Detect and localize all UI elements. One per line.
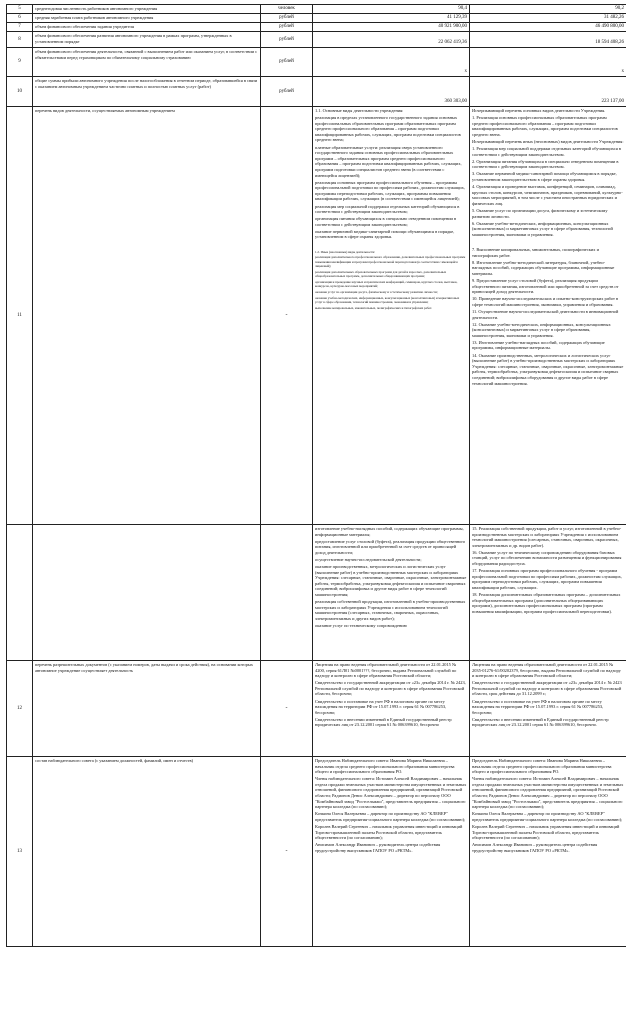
- row-label: объем финансового обеспечения развития автономного учреждения в рамках программ, утвержденных в установленном порядке: [33, 32, 261, 48]
- activity-line: изготовление учебно-наглядных пособий, содержащих обучающие программы, информационные материалы;: [315, 526, 464, 537]
- activity-line: 11. Осуществление научно-исследовательской деятельности в инновационной деятельности.: [472, 308, 619, 320]
- activity-line: 10. Проведение научно-исследовательских и опытно-конструкторских работ в сфере технологий машиностроения, экономики, управления и образования.: [472, 296, 619, 307]
- row-unit: человек: [261, 5, 313, 14]
- activity-line: 4. Организация и проведение выставок, конференций, семинаров, олимпиад, круглых столов, конкурсов, чемпионатов, праздников, соревнований, культурно-массовых мероприятий, в том числе с участием иностранных юридических и физических лиц.: [472, 184, 623, 206]
- value-previous: 41 129,39: [313, 14, 470, 23]
- activities-other: [315, 250, 467, 311]
- activity-line: осуществление научно-исследовательской деятельности;: [315, 556, 422, 562]
- permit-line: Лицензия на право ведения образовательной деятельности от 22.01.2015 № 4200, серия 61Л01 №0001???, бессрочно, выдана Региональной службой по надзору и контролю в сфере образования Ростовской области;: [315, 662, 457, 679]
- value-previous: 40 921 900,00: [313, 23, 470, 32]
- row-number: 6: [7, 14, 33, 23]
- value-current: 18 594 408,26: [470, 32, 627, 48]
- board-line: Кочкина Олеся Валерьевна – директор по производству АО "КЛЕВЕР" представитель предприятия-социального партнера колледжа (по согласованию);: [315, 811, 466, 822]
- row-label: объем финансового обеспечения деятельности, связанной с выполнением работ или оказанием услуг, в соответствии с обязательствами перед страховщиком по обязательному социальному страхованию: [33, 48, 261, 77]
- activity-line: 13. Изготовление учебно-наглядных пособий, содержащих обучающие программы, информационные материалы.: [472, 339, 605, 351]
- board-line: Председатель Наблюдательного совета: Иванова Марина Николаевна – начальник отдела среднего профессионального образования министерства общего и профессионального образования РО.: [315, 758, 455, 775]
- row-number: 11: [7, 107, 33, 525]
- activity-line: предоставление услуг столовой (буфета), реализация продукции общественного питания, изготовленной или приобретенной за счет средств от приносящей доход деятельности;: [315, 538, 466, 555]
- row-label: среднегодовая численность работников автономного учреждения: [33, 5, 261, 14]
- board-line: Кочкина Олеся Валерьевна – директор по производству АО "КЛЕВЕР" представитель предприятия-социального партнера колледжа (по согласованию);: [472, 811, 623, 822]
- activity-line: 17. Реализация основных программ профессионального обучения - программ профессиональной подготовки по профессиям рабочих, должностям служащих, программ переподготовки рабочих, служащих, программ повышения квалификации рабочих, служащих.: [472, 568, 622, 590]
- board-line: Королев Валерий Сергеевич – начальник управления инвестиций и инноваций Торгово-промышленной палаты Ростовской области, представитель общественности (по согласованию);: [315, 824, 463, 841]
- permit-line: Свидетельство о государственной аккредитации от «23» декабря 2014 г. № 2423, Региональной службой по надзору и контролю в сфере образования Ростовской области, бессрочно;: [315, 680, 466, 697]
- activity-line: реализация дополнительного профессионального образования, дополнительных профессиональных программ повышения квалификации и программ профессиональной переподготовки (в соответствии с имеющейся лицензией);: [315, 255, 466, 268]
- row-unit: рублей: [261, 48, 313, 77]
- permit-line: Лицензия на право ведения образовательной деятельности от 22.01.2015 № 2035-01276-61/00202379, бессрочно, выдана Региональной службой по надзору и контролю в сфере образования Ростовской области;: [472, 662, 621, 679]
- row-number: 7: [7, 23, 33, 32]
- activity-line: 12. Оказание учебно-методических, информационных, консультационных (консалтинговых) и маркетинговых услуг в сфере образования, машиностроения, экономики и управления.: [472, 321, 611, 338]
- board-current: [470, 757, 627, 947]
- permits-current: [470, 661, 627, 757]
- activity-line: 2. Организация питания обучающихся в специально отведенном помещении в соответствии с действующим законодательством.: [472, 158, 619, 170]
- activities-previous-continued: [313, 525, 470, 661]
- table-row: [7, 525, 627, 661]
- activity-line: 1.1. Основные виды деятельности учреждения:: [315, 108, 404, 113]
- row-number: 8: [7, 32, 33, 48]
- activity-line: реализация мер социальной поддержки отдельных категорий обучающихся в соответствии с действующим законодательством;: [315, 203, 460, 215]
- activity-line: 1.2. Иные (неосновные) виды деятельности:: [315, 249, 376, 254]
- permit-line: Свидетельство о внесении изменений в Единый государственный реестр юридических лиц от 23.12.2001 серия 61 № 006399610, бессрочно: [315, 716, 452, 728]
- table-row: [7, 14, 627, 23]
- row-label: состав наблюдательного совета (с указанием должностей, фамилий, имен и отчеств): [33, 757, 261, 947]
- activity-line: реализация собственной продукции, изготовленной в учебно-производственных мастерских и лабораториях Учреждения с использованием технологий машиностроения (слесарных, станочных, сварочных, окрасочных, электромонтажных и других видов работ);: [315, 599, 466, 621]
- table-row: [7, 5, 627, 14]
- table-row: [7, 661, 627, 757]
- activity-line: оказание услуг по техническому сопровождению: [315, 623, 407, 628]
- value-current: х: [470, 48, 627, 77]
- permit-line: Свидетельство о государственной аккредитации от «23» декабря 2014 г. № 2423 Региональной службой по надзору и контролю в сфере образования Ростовской области, срок действия до 31.12.2099 г.;: [472, 680, 622, 697]
- row-label: общие суммы прибыли автономного учреждения после налогообложения в отчетном периоде, образовавшейся в связи с оказанием автономным учреждением частично платных и полностью платных услуг (работ): [33, 77, 261, 107]
- row-unit: рублей: [261, 77, 313, 107]
- row-label: перечень видов деятельности, осуществляемых автономным учреждением: [33, 107, 261, 525]
- permit-line: Свидетельство о постановке на учет РФ в налоговом органе по месту нахождения на территории РФ от 15.07.1993 г. серия 61 № 007786253, бессрочно;: [472, 698, 604, 715]
- activity-line: 1. Реализация основных профессиональных образовательных программ среднего профессионального образования – программ подготовки квалифицированных рабочих, служащих, программ подготовки специалистов среднего звена.: [472, 115, 618, 137]
- row-unit: -: [261, 661, 313, 757]
- activity-line: организация питания обучающихся в специально отведенном помещении в соответствии с действующим законодательством;: [315, 216, 457, 227]
- row-label: объем финансового обеспечения задания учредителя: [33, 23, 261, 32]
- table-row: [7, 757, 627, 947]
- value-current: 46 490 800,00: [470, 23, 627, 32]
- activity-line: реализация дополнительных образовательных программ для детей и взрослых, дополнительных общеобразовательных программ, дополнительных общеразвивающих программ;: [315, 269, 447, 279]
- activity-line: оказание услуг по организации досуга, физическому и эстетическому развитию личности;: [315, 289, 438, 294]
- value-current: 223 137,00: [470, 77, 627, 107]
- row-label: средняя заработная плата работников автономного учреждения: [33, 14, 261, 23]
- activity-line: 5. Оказание услуг по организации досуга, физическому и эстетическому развитию личности.: [472, 208, 608, 219]
- board-line: Анисимов Александр Иванович – руководитель центра содействия трудоустройству выпускников ГАПОУ РО «РКТМ».: [472, 842, 598, 853]
- activity-line: 3. Оказание первичной медико-санитарной помощи обучающимся в порядке, установленном законодательством в сфере охраны здоровья.: [472, 171, 617, 183]
- activity-line: оказание учебно-методических, информационных, консультационных (консалтинговых) и маркетинговых услуг в сфере образования, технологий машиностроения, экономики и управления;: [315, 295, 460, 305]
- report-page: [6, 4, 626, 1020]
- value-previous: 90,4: [313, 5, 470, 14]
- table-row: [7, 48, 627, 77]
- row-number: 13: [7, 757, 33, 947]
- row-number: 5: [7, 5, 33, 14]
- permit-line: Свидетельство о внесении изменений в Единый государственный реестр юридических лиц от 23.12.2001 серия 61 № 006399610, бессрочно.: [472, 716, 609, 728]
- activity-line: 18. Реализация дополнительных образовательных программ – дополнительных общеобразовательных программ (дополнительных общеразвивающих программ), дополнительных профессиональных программ (программ повышения квалификации, программ профессиональной переподготовки).: [472, 592, 621, 614]
- activity-line: реализация в пределах установленного государственного задания основных профессиональных образовательных программ образовательных программ среднего профессионального образования – программ подготовки квалифицированных рабочих, служащих, программ подготовки специалистов среднего звена;: [315, 115, 461, 143]
- activity-line: организация и проведение научных и практических конференций, семинаров, круглых столов, выставок, конкурсов, культурно-массовых мероприятий;: [315, 279, 458, 289]
- value-previous: 22 062 419,36: [313, 32, 470, 48]
- activity-line: платные образовательные услуги: реализация сверх установленного государственного задания основных профессиональных образовательных программ – образовательных программ среднего профессионального образования – программ подготовки квалифицированных рабочих, служащих, программ подготовки специалистов среднего звена (в соответствии с имеющейся лицензией);: [315, 144, 462, 178]
- value-current: 31 482,26: [470, 14, 627, 23]
- activity-line: оказание производственных, метрологических и логистических услуг (выполнение работ) в учебно-производственных мастерских и лабораториях Учреждения: слесарные, станочные, сварочные, окрасочные, электромонтажные работы, термообработка, ультразвуковая дефектоскопия и испытание сварочных соединений; виброшлифовка и другие виды работ в сфере технологий машиностроения;: [315, 564, 467, 598]
- board-line: Члены наблюдательного совета: Истомин Алексей Владимирович – начальник отдела продажи земельных участков министерства имущественных и земельных отношений, финансового оздоровления предприятий, организаций Ростовской области; Радионов Денис Александрович – директор по персоналу ООО "Комбайновый завод "Ростсельмаш", представитель предприятия – социального партнера колледжа (по согласованию);: [472, 776, 624, 810]
- board-line: Королев Валерий Сергеевич – начальник управления инвестиций и инноваций Торгово-промышленной палаты Ростовской области, представитель общественности (по согласованию);: [472, 824, 620, 841]
- activity-line: 1. Реализация мер социальной поддержки отдельных категорий обучающихся в соответствии с действующим законодательством.: [472, 146, 621, 157]
- row-unit: -: [261, 107, 313, 525]
- activity-line: Исчерпывающий перечень основных видов деятельности Учреждения.: [472, 108, 606, 113]
- value-current: 90,2: [470, 5, 627, 14]
- row-number: 12: [7, 661, 33, 757]
- row-number: 9: [7, 48, 33, 77]
- activity-line: 16. Оказание услуг по техническому сопровождению оборудования базовых станций, услуг по обеспечению возможности размещения и функционирования оборудования радиодоступа.: [472, 549, 622, 567]
- value-previous: х: [313, 48, 470, 77]
- activities-current: [470, 107, 627, 525]
- board-line: Председатель Наблюдательного совета: Иванова Марина Николаевна – начальник отдела среднего профессионального образования министерства общего и профессионального образования РО.: [472, 758, 612, 775]
- activity-line: выполнение копировальных, множительных, полиграфических и типографских работ.: [315, 305, 433, 310]
- table-row: [7, 23, 627, 32]
- row-unit: рублей: [261, 32, 313, 48]
- table-row: [7, 32, 627, 48]
- row-number: 10: [7, 77, 33, 107]
- indicators-table: [6, 4, 626, 947]
- board-line: Члены наблюдательного совета: Истомин Алексей Владимирович – начальник отдела продажи земельных участков министерства имущественных и земельных отношений, финансового оздоровления предприятий, организаций Ростовской области; Радионов Денис Александрович – директор по персоналу ООО "Комбайновый завод "Ростсельмаш", представитель предприятия – социального партнера колледжа (по согласованию);: [315, 776, 467, 810]
- value-previous: 360 303,00: [313, 77, 470, 107]
- board-line: Анисимов Александр Иванович – руководитель центра содействия трудоустройству выпускников ГАПОУ РО «РКТМ».: [315, 842, 441, 853]
- activities-current-continued: [470, 525, 627, 661]
- activity-line: 7. Выполнение копировальных, множительных, полиграфических и типографских работ.: [472, 246, 599, 258]
- activities-previous: [313, 107, 470, 525]
- activity-line: 6. Оказание учебно-методических, информационных, консультационных (консалтинговых) и маркетинговых услуг в сфере образования, технологий машиностроения, экономики и управления.: [472, 220, 613, 237]
- row-unit: рублей: [261, 14, 313, 23]
- activity-line: реализация основных программ профессионального обучения – программы профессиональной подготовки по профессиям рабочих, должностям служащих, программы переподготовки рабочих, служащих, программы повышения квалификации рабочих, служащих (в соответствии с имеющейся лицензией);: [315, 179, 465, 202]
- activity-line: Исчерпывающий перечень иных (неосновных) видов деятельности Учреждения:: [472, 138, 624, 144]
- permit-line: Свидетельство о постановке на учет РФ в налоговом органе по месту нахождения на территории РФ от 15.07.1993 г. серия 61 № 007786253, бессрочно;: [315, 698, 447, 715]
- permits-previous: [313, 661, 470, 757]
- activity-line: 14. Оказание производственных, метрологических и логистических услуг (выполнение работ) в учебно-производственных мастерских и лабораториях Учреждения: слесарные, станочные, сварочные, окрасочные, электромонтажные работы, термообработка, ультразвуковая дефектоскопия и испытание сварных соединений; виброшлифовка оборудования и другие виды работ в сфере технологий машиностроения.: [472, 352, 624, 386]
- activity-line: оказание первичной медико-санитарной помощи обучающимся в порядке, установленном в сфере охраны здоровья.: [315, 228, 455, 240]
- activity-line: 9. Предоставление услуг столовой (буфета), реализация продукции общественного питания, изготовленной или приобретенной за счет средств от приносящей доход деятельности.: [472, 277, 619, 295]
- row-unit: -: [261, 757, 313, 947]
- board-previous: [313, 757, 470, 947]
- row-unit: рублей: [261, 23, 313, 32]
- activity-line: 8. Изготовление учебно-методической литературы, бланочной, учебно-наглядных пособий, содержащих обучающие программы, информационные материалы.: [472, 259, 615, 276]
- row-label: перечень разрешительных документов (с указанием номеров, даты выдачи и срока действия), на основании которых автономное учреждение осуществляет деятельность: [33, 661, 261, 757]
- table-row: [7, 77, 627, 107]
- activity-line: 15. Реализация собственной продукции, работ и услуг, изготовленной в учебно-производственных мастерских и лабораториях Учреждения с использованием технологий машиностроения (слесарных, станочных, сварочных, окрасочных, электромонтажных и др. видов работ).: [472, 526, 622, 548]
- table-row: [7, 107, 627, 525]
